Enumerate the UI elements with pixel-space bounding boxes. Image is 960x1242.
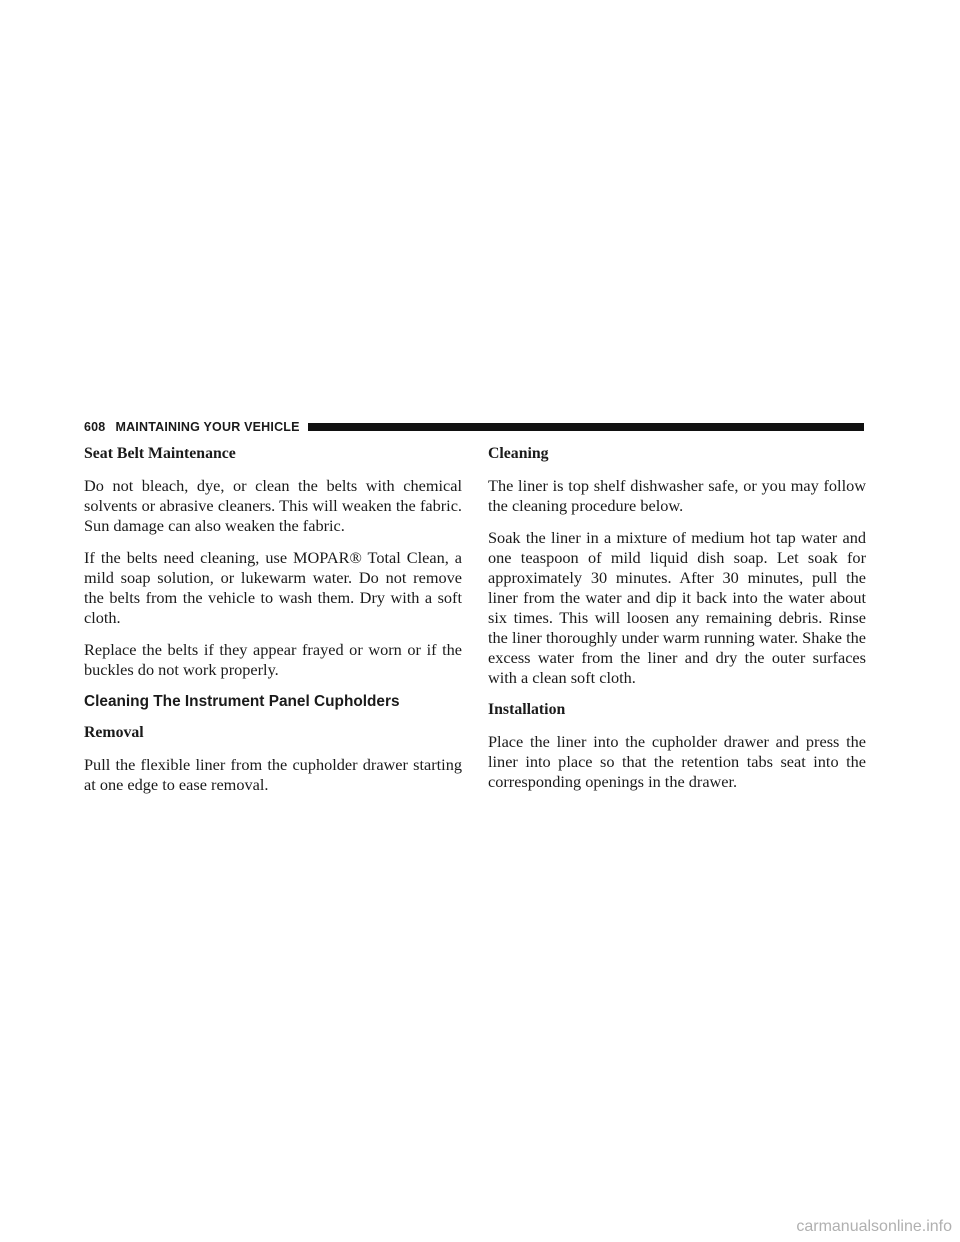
section-title: MAINTAINING YOUR VEHICLE — [115, 420, 300, 434]
paragraph: Place the liner into the cupholder drawer and press the liner into place so that the retention tabs seat into the corresponding openings in the drawer. — [488, 732, 866, 791]
paragraph: Do not bleach, dye, or clean the belts with chemical solvents or abrasive cleaners. This will weaken the fabric. Sun damage can also weaken the fabric. — [84, 476, 462, 535]
heading-installation: Installation — [488, 701, 566, 718]
heading-cleaning-cupholders: Cleaning The Instrument Panel Cupholders — [84, 693, 400, 710]
right-column — [488, 444, 866, 804]
watermark: carmanualsonline.info — [796, 1218, 952, 1235]
paragraph: Soak the liner in a mixture of medium hot tap water and one teaspoon of mild liquid dish soap. Let soak for approximately 30 minutes. After 30 minutes, pull the liner from the water and dip it back into the water about six times. This will loosen any remaining debris. Rinse the liner thoroughly under warm running water. Shake the excess water from the liner and dry the outer surfaces with a clean soft cloth. — [488, 528, 866, 687]
page-number: 608 — [84, 420, 106, 434]
left-column — [84, 444, 462, 807]
paragraph: Replace the belts if they appear frayed or worn or if the buckles do not work properly. — [84, 640, 462, 679]
heading-cleaning: Cleaning — [488, 445, 549, 462]
heading-seat-belt-maintenance: Seat Belt Maintenance — [84, 445, 236, 462]
paragraph: Pull the flexible liner from the cupholder drawer starting at one edge to ease removal. — [84, 755, 462, 794]
paragraph: If the belts need cleaning, use MOPAR® Total Clean, a mild soap solution, or lukewarm water. Do not remove the belts from the vehicle to wash them. Dry with a soft cloth. — [84, 548, 462, 627]
header-rule — [308, 423, 864, 431]
page-header — [84, 419, 864, 435]
paragraph: The liner is top shelf dishwasher safe, or you may follow the cleaning procedure below. — [488, 476, 866, 515]
heading-removal: Removal — [84, 724, 144, 741]
